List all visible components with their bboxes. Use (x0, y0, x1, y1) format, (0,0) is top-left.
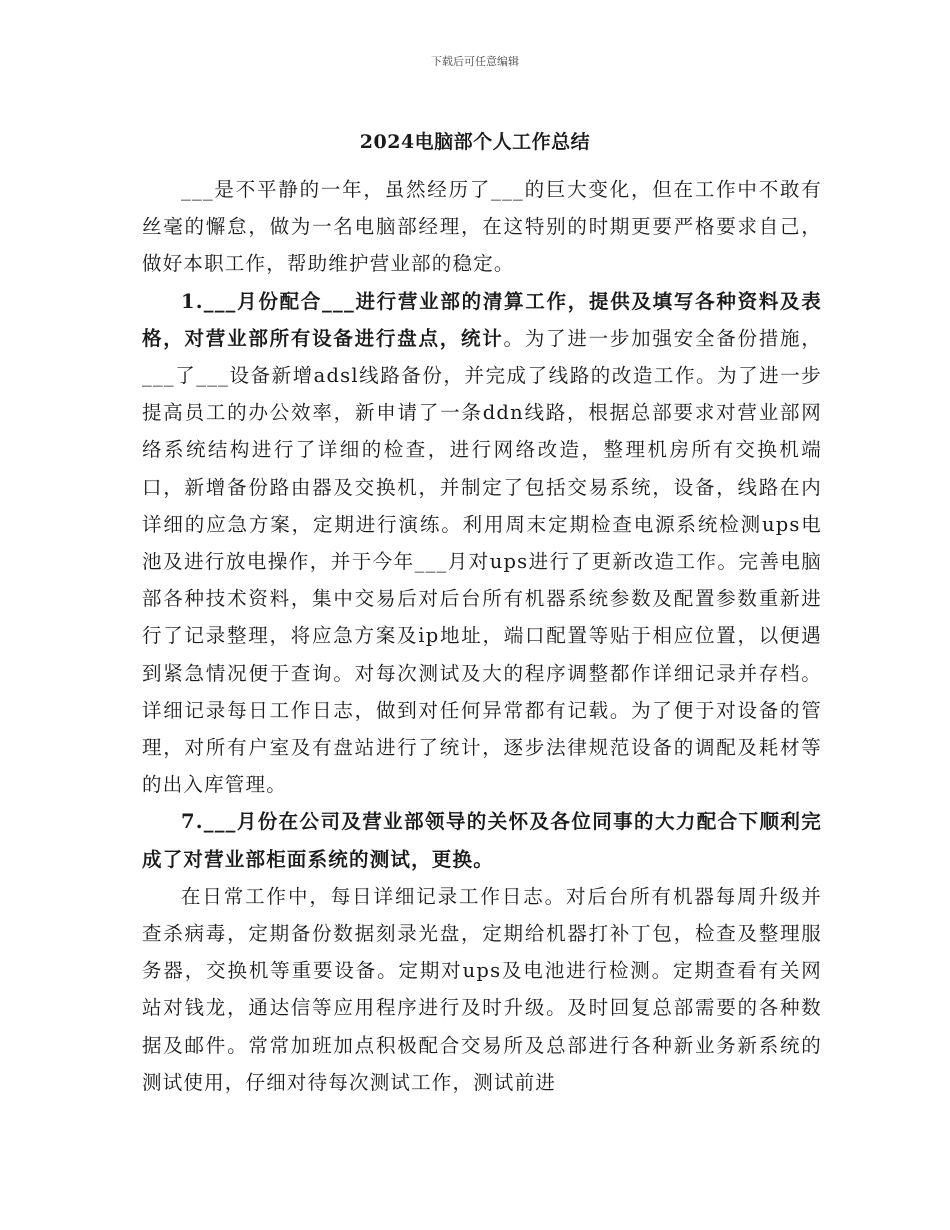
paragraph-intro (142, 171, 822, 283)
document-title: 2024电脑部个人工作总结 (359, 131, 591, 153)
paragraph-bold-lead: 7.___月份在公司及营业部领导的关怀及各位同事的大力配合下顺利完成了对营业部柜面系统的测试，更换。 (142, 810, 822, 871)
paragraph-bold-lead: 1.___月份配合___进行营业部的清算工作，提供及填写各种资料及表格，对营业部所有设备进行盘点，统计 (142, 289, 822, 350)
paragraph-text: ___是不平静的一年，虽然经历了___的巨大变化，但在工作中不敢有丝毫的懈怠，做为一名电脑部经理，在这特别的时期更要严格要求自己，做好本职工作，帮助维护营业部的稳定。 (142, 178, 822, 276)
paragraph-text: 。为了进一步加强安全备份措施，___了___设备新增adsl线路备份，并完成了线路的改造工作。为了进一步提高员工的办公效率，新申请了一条ddn线路，根据总部要求对营业部网络系统结构进行了详细的检查，进行网络改造，整理机房所有交换机端口，新增备份路由器及交换机，并制定了包括交易系统，设备，线路在内详细的应急方案，定期进行演练。利用周末定期检查电源系统检测ups电池及进行放电操作，并于今年___月对ups进行了更新改造工作。完善电脑部各种技术资料，集中交易后对后台所有机器系统参数及配置参数重新进行了记录整理，将应急方案及ip地址，端口配置等贴于相应位置，以便遇到紧急情况便于查询。对每次测试及大的程序调整都作详细记录并存档。详细记录每日工作日志，做到对任何异常都有记载。为了便于对设备的管理，对所有户室及有盘站进行了统计，逐步法律规范设备的调配及耗材等的出入库管理。 (142, 326, 822, 797)
paragraph-text: 在日常工作中，每日详细记录工作日志。对后台所有机器每周升级并查杀病毒，定期备份数据刻录光盘，定期给机器打补丁包，检查及整理服务器，交换机等重要设备。定期对ups及电池进行检测。定期查看有关网站对钱龙，通达信等应用程序进行及时升级。及时回复总部需要的各种数据及邮件。常常加班加点积极配合交易所及总部进行各种新业务新系统的测试使用，仔细对待每次测试工作，测试前进 (142, 884, 822, 1094)
header-note: 下载后可任意编辑 (431, 55, 519, 68)
paragraph-item-7 (142, 803, 822, 877)
paragraph-daily-work (142, 878, 822, 1101)
paragraph-item-1 (142, 283, 822, 804)
document-body (142, 171, 822, 1101)
